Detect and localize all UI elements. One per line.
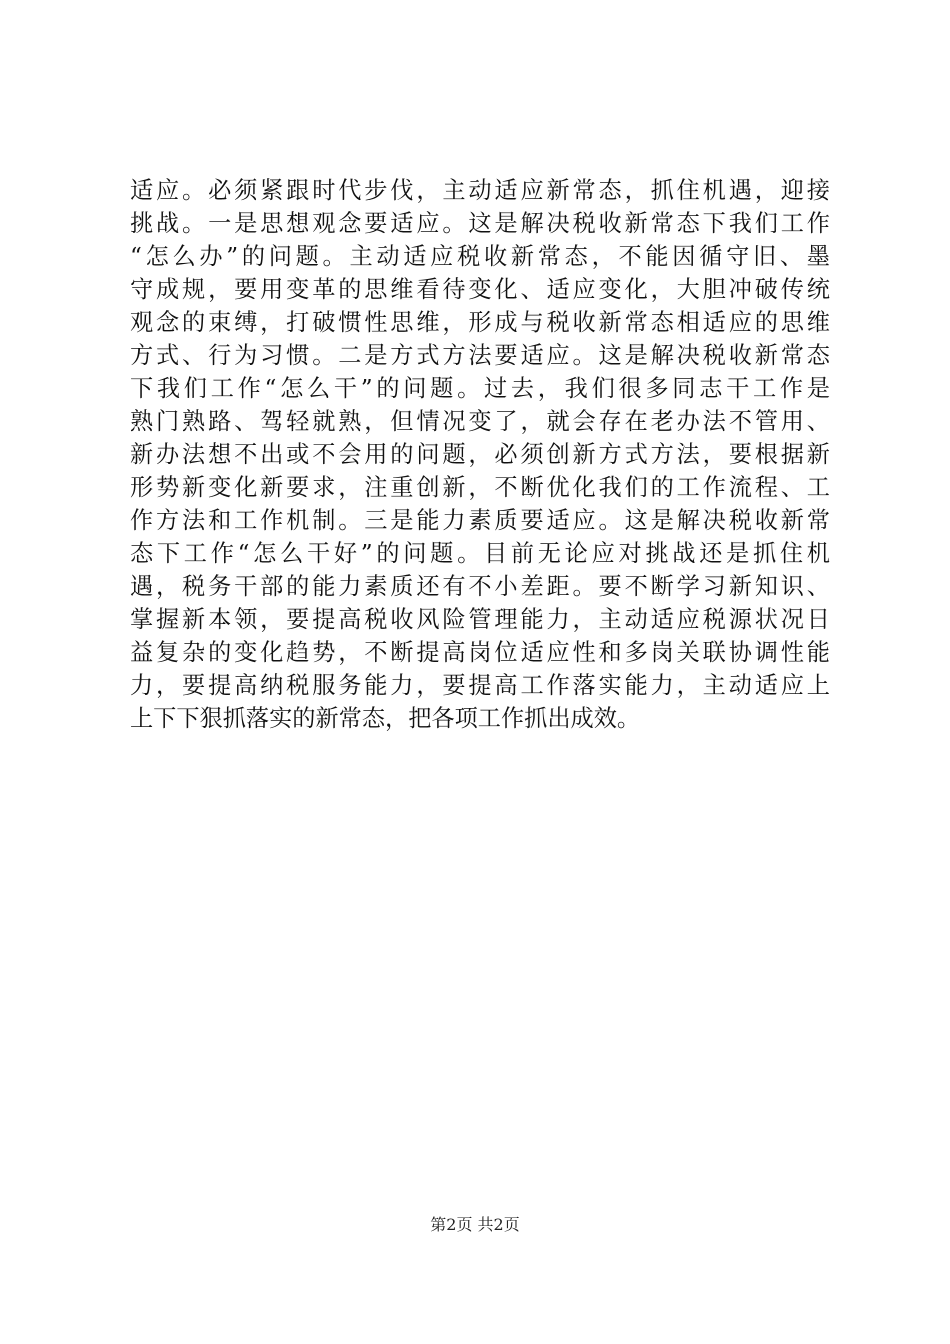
body-paragraph [130, 174, 830, 735]
text-line: 掌握新本领，要提高税收风险管理能力，主动适应税源状况日 [130, 606, 830, 633]
text-line: 态下工作“怎么干好”的问题。目前无论应对挑战还是抓住机 [130, 540, 830, 567]
text-line: 力，要提高纳税服务能力，要提高工作落实能力，主动适应上 [130, 672, 830, 699]
text-line: 形势新变化新要求，注重创新，不断优化我们的工作流程、工 [130, 474, 830, 501]
text-line: 守成规，要用变革的思维看待变化、适应变化，大胆冲破传统 [130, 276, 830, 303]
text-line: 新办法想不出或不会用的问题，必须创新方式方法，要根据新 [130, 441, 830, 468]
text-line: 遇，税务干部的能力素质还有不小差距。要不断学习新知识、 [130, 573, 830, 600]
text-line: 适应。必须紧跟时代步伐，主动适应新常态，抓住机遇，迎接 [130, 177, 830, 204]
text-line: 下我们工作“怎么干”的问题。过去，我们很多同志干工作是 [130, 375, 830, 402]
text-line: 挑战。一是思想观念要适应。这是解决税收新常态下我们工作 [130, 210, 830, 237]
text-line: 上下下狠抓落实的新常态，把各项工作抓出成效。 [130, 705, 641, 732]
page-number-indicator: 第2页 共2页 [430, 1215, 520, 1234]
text-line: 益复杂的变化趋势，不断提高岗位适应性和多岗关联协调性能 [130, 639, 830, 666]
text-line: “怎么办”的问题。主动适应税收新常态，不能因循守旧、墨 [130, 243, 830, 270]
page-footer [0, 1215, 950, 1235]
text-line: 方式、行为习惯。二是方式方法要适应。这是解决税收新常态 [130, 342, 830, 369]
text-line: 作方法和工作机制。三是能力素质要适应。这是解决税收新常 [130, 507, 830, 534]
text-line: 观念的束缚，打破惯性思维，形成与税收新常态相适应的思维 [130, 309, 830, 336]
text-line: 熟门熟路、驾轻就熟，但情况变了，就会存在老办法不管用、 [130, 408, 830, 435]
